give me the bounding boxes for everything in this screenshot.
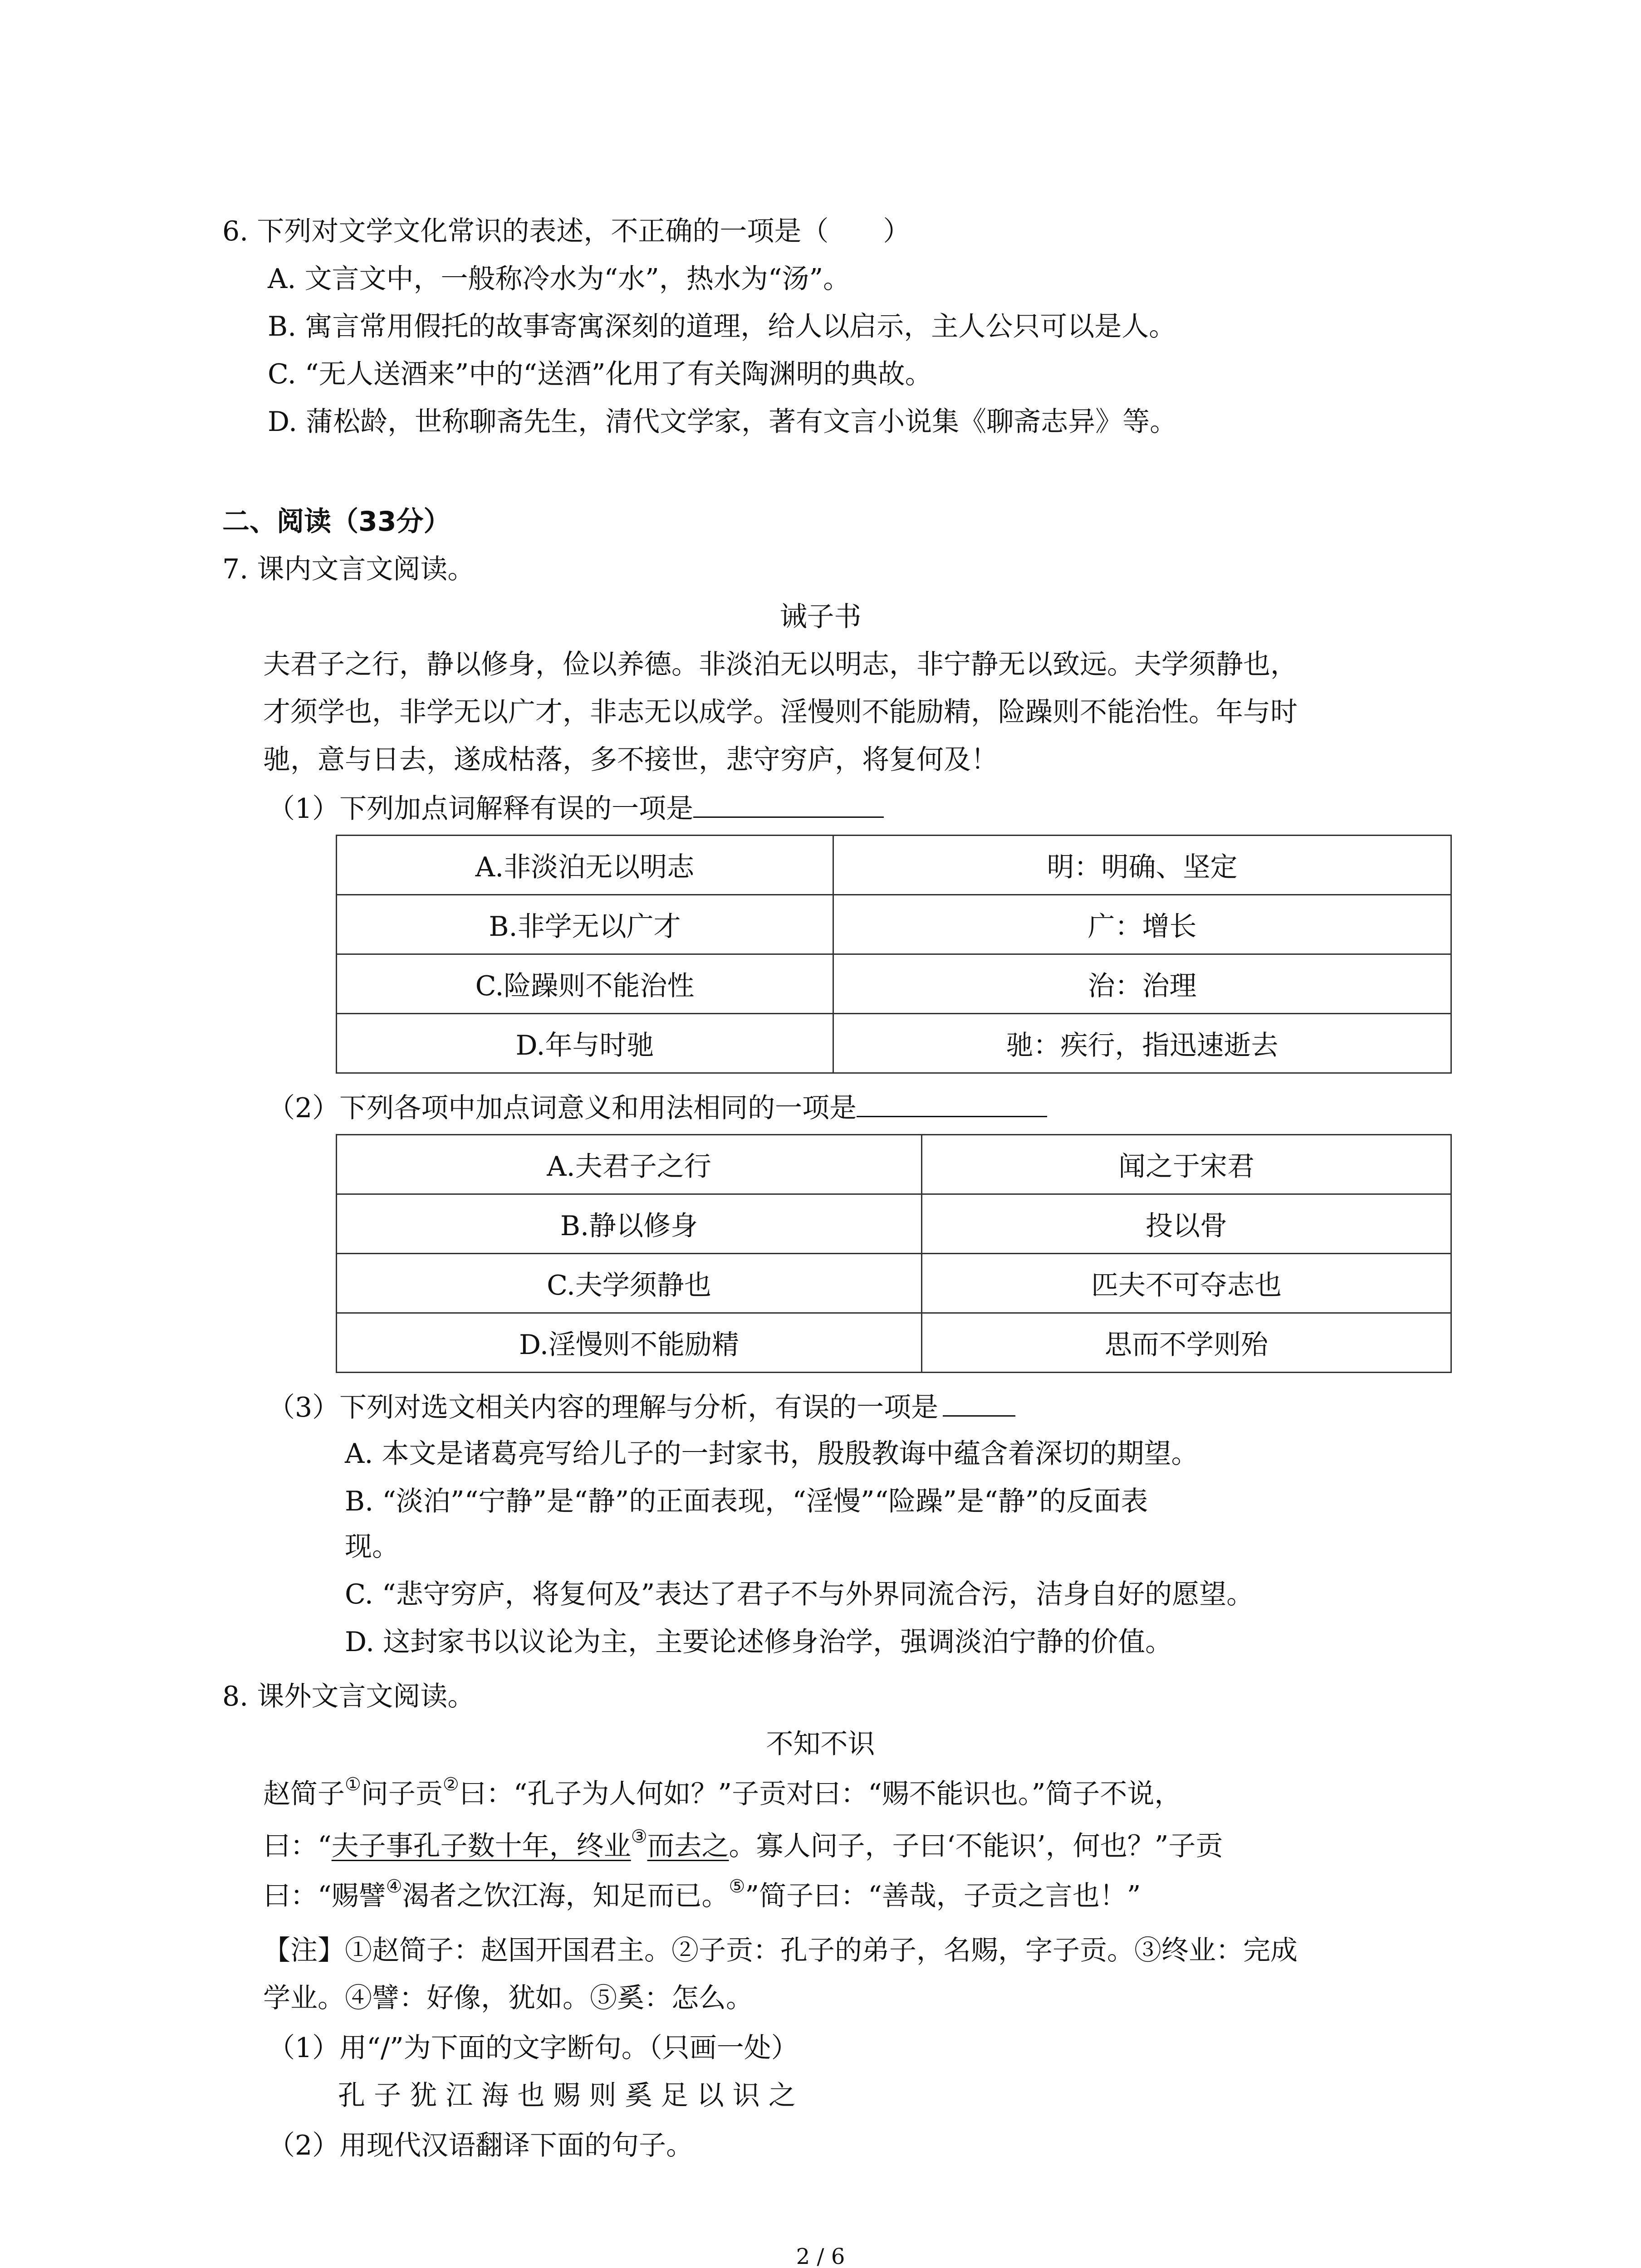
- passage-text: 。寡人问子，子曰‘不能识’，何也？”子贡: [729, 1830, 1223, 1862]
- answer-blank[interactable]: [857, 1089, 1047, 1117]
- table-row: [337, 1135, 1451, 1194]
- page-number: 2 / 6: [796, 2244, 845, 2268]
- note-marker: ④: [386, 1876, 402, 1897]
- q7-sub2-text: （2）下列各项中加点词意义和用法相同的一项是: [268, 1092, 857, 1124]
- passage-text: 问子贡: [361, 1778, 443, 1810]
- section-heading: 二、阅读（33分）: [222, 506, 451, 538]
- table-cell: D.淫慢则不能励精: [337, 1313, 922, 1373]
- q7-sub3-option-b: B. “淡泊”“宁静”是“静”的正面表现，“淫慢”“险躁”是“静”的反面表: [345, 1486, 1148, 1517]
- q7-passage-title: 诫子书: [779, 601, 862, 633]
- passage-text: 曰：“孔子为人何如？”子贡对曰：“赐不能识也。”简子不说，: [459, 1778, 1182, 1810]
- passage-text: 曰：“: [263, 1830, 332, 1862]
- table-cell: 广：增长: [833, 895, 1451, 954]
- q8-notes-line: 【注】①赵简子：赵国开国君主。②子贡：孔子的弟子，名赐，字子贡。③终业：完成: [263, 1935, 1298, 1966]
- table-cell: B.非学无以广才: [337, 895, 833, 954]
- passage-text: 赵简子: [263, 1778, 345, 1810]
- q7-sub3-option-d: D. 这封家书以议论为主，主要论述修身治学，强调淡泊宁静的价值。: [345, 1626, 1173, 1658]
- q8-sentence-to-punctuate: 孔 子 犹 江 海 也 赐 则 奚 足 以 识 之: [338, 2080, 796, 2112]
- q7-sub1-prompt: [268, 789, 884, 827]
- table-cell: 投以骨: [922, 1194, 1451, 1254]
- underlined-sentence: 而去之: [647, 1830, 729, 1862]
- q7-passage-line: 夫君子之行，静以修身，俭以养德。非淡泊无以明志，非宁静无以致远。夫学须静也，: [263, 649, 1298, 680]
- answer-blank[interactable]: [693, 789, 884, 818]
- q7-sub3-option-c: C. “悲守穷庐，将复何及”表达了君子不与外界同流合污，洁身自好的愿望。: [345, 1579, 1254, 1610]
- q6-option-a: A. 文言文中，一般称冷水为“水”，热水为“汤”。: [268, 263, 851, 295]
- table-row: [337, 836, 1451, 895]
- q8-sub1-prompt: （1）用“/”为下面的文字断句。（只画一处）: [268, 2032, 798, 2064]
- q8-sub2-prompt: （2）用现代汉语翻译下面的句子。: [268, 2130, 694, 2161]
- q7-sub1-table: [336, 835, 1452, 1074]
- table-cell: D.年与时驰: [337, 1014, 833, 1073]
- underlined-sentence: 夫子事孔子数十年，终业: [331, 1830, 631, 1862]
- q8-passage-line: [263, 1878, 1141, 1914]
- q7-passage-line: 驰，意与日去，遂成枯落，多不接世，悲守穷庐，将复何及！: [263, 744, 998, 776]
- table-cell: 驰：疾行，指迅速逝去: [833, 1014, 1451, 1073]
- table-cell: B.静以修身: [337, 1194, 922, 1254]
- table-cell: C.险躁则不能治性: [337, 954, 833, 1014]
- table-cell: A.夫君子之行: [337, 1135, 922, 1194]
- q7-sub3-option-a: A. 本文是诸葛亮写给儿子的一封家书，殷殷教诲中蕴含着深切的期望。: [345, 1438, 1199, 1470]
- q7-sub3-prompt: [268, 1388, 1015, 1426]
- q7-sub3-text: （3）下列对选文相关内容的理解与分析，有误的一项是: [268, 1392, 939, 1423]
- answer-blank[interactable]: [943, 1388, 1015, 1417]
- table-cell: C.夫学须静也: [337, 1254, 922, 1313]
- q7-passage-line: 才须学也，非学无以广才，非志无以成学。淫慢则不能励精，险躁则不能治性。年与时: [263, 696, 1298, 728]
- q7-sub2-table: [336, 1134, 1452, 1373]
- table-cell: A.非淡泊无以明志: [337, 836, 833, 895]
- table-row: [337, 1014, 1451, 1073]
- note-marker: ⑤: [729, 1876, 745, 1897]
- table-cell: 闻之于宋君: [922, 1135, 1451, 1194]
- table-row: [337, 895, 1451, 954]
- table-cell: 明：明确、坚定: [833, 836, 1451, 895]
- table-row: [337, 1194, 1451, 1254]
- passage-text: 曰：“赐譬: [263, 1880, 386, 1912]
- q8-passage-line: [263, 1828, 1223, 1864]
- q7-sub1-text: （1）下列加点词解释有误的一项是: [268, 793, 694, 825]
- table-cell: 思而不学则殆: [922, 1313, 1451, 1373]
- q6-option-c: C. “无人送酒来”中的“送酒”化用了有关陶渊明的典故。: [268, 358, 932, 390]
- q8-stem: 8. 课外文言文阅读。: [222, 1681, 475, 1712]
- q6-option-d: D. 蒲松龄，世称聊斋先生，清代文学家，著有文言小说集《聊斋志异》等。: [268, 406, 1177, 438]
- note-marker: ③: [631, 1826, 647, 1847]
- q6-stem: 6. 下列对文学文化常识的表述，不正确的一项是（ ）: [222, 215, 911, 247]
- table-cell: 匹夫不可夺志也: [922, 1254, 1451, 1313]
- table-row: [337, 954, 1451, 1014]
- q7-sub3-option-b-cont: 现。: [345, 1531, 399, 1563]
- q7-stem: 7. 课内文言文阅读。: [222, 553, 475, 585]
- q8-passage-title: 不知不识: [766, 1728, 875, 1760]
- q7-sub2-prompt: [268, 1089, 1047, 1126]
- q8-notes-line: 学业。④譬：好像，犹如。⑤奚：怎么。: [263, 1982, 753, 2014]
- note-marker: ②: [442, 1774, 459, 1795]
- table-row: [337, 1254, 1451, 1313]
- q8-passage-line: [263, 1776, 1181, 1812]
- table-cell: 治：治理: [833, 954, 1451, 1014]
- passage-text: ”简子曰：“善哉，子贡之言也！”: [745, 1880, 1141, 1912]
- passage-text: 渴者之饮江海，知足而已。: [402, 1880, 729, 1912]
- table-row: [337, 1313, 1451, 1373]
- note-marker: ①: [345, 1774, 361, 1795]
- q6-option-b: B. 寓言常用假托的故事寄寓深刻的道理，给人以启示，主人公只可以是人。: [268, 311, 1176, 342]
